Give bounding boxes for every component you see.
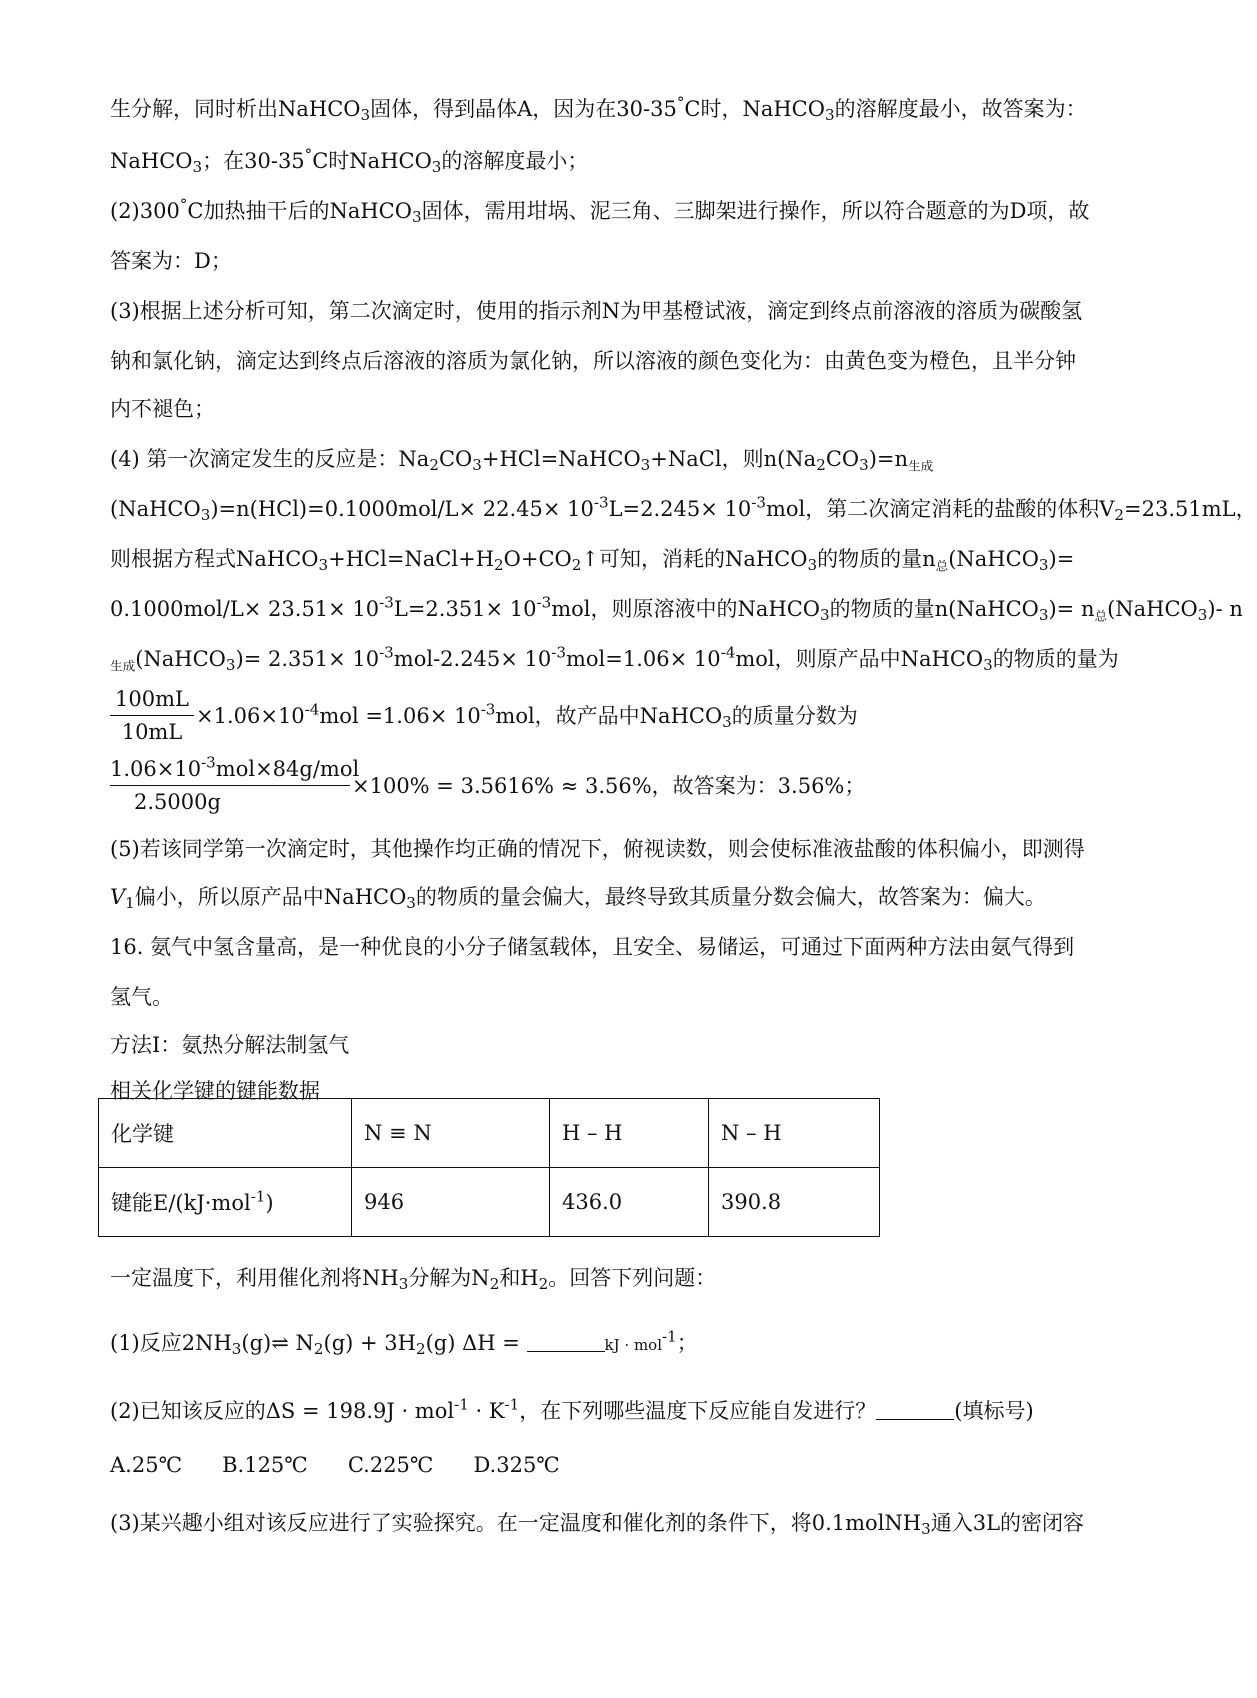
subscript: 3 — [318, 556, 329, 575]
text-span: (4) 第一次滴定发生的反应是：Na — [110, 447, 430, 471]
exponent: -3 — [379, 643, 394, 662]
subscript: 3 — [859, 456, 869, 475]
exponent: -3 — [551, 643, 566, 662]
exponent: -3 — [480, 700, 496, 719]
subscript: 3 — [640, 456, 651, 475]
subscript: 2 — [415, 1340, 426, 1359]
text-line — [110, 1264, 716, 1292]
subscript: 2 — [571, 556, 582, 575]
text-line — [110, 545, 1074, 580]
text-span: CO — [438, 447, 473, 471]
text-line — [110, 197, 1089, 225]
text-span: (g)⇌ N — [241, 1331, 314, 1355]
table-cell: 946 — [352, 1168, 550, 1237]
degree-mark: ° — [179, 195, 188, 214]
degree-mark: ° — [676, 93, 685, 112]
text-span: CO — [825, 447, 860, 471]
subscript: 2 — [1114, 506, 1125, 525]
table-caption: 相关化学键的键能数据 — [110, 1079, 320, 1103]
subscript: 3 — [231, 1340, 242, 1359]
fraction-volume-ratio — [110, 685, 194, 746]
text-span: 的物质的量会偏大，最终导致其质量分数会偏大，故答案为：偏大。 — [415, 885, 1046, 909]
exponent: -3 — [379, 593, 394, 612]
question-2 — [110, 1397, 1034, 1425]
text-span: 生分解，同时析出NaHCO — [110, 97, 361, 121]
subscript: 3 — [983, 656, 993, 675]
fraction-numerator: 100mL — [115, 687, 189, 711]
text-span: +HCl=NaCl+H — [328, 547, 495, 571]
subscript: 3 — [722, 713, 732, 732]
text-span: (NaHCO — [135, 647, 226, 671]
method-heading: 方法I：氨热分解法制氢气 — [110, 1033, 350, 1057]
exponent: -4 — [304, 700, 320, 719]
fraction-mass-fraction — [110, 753, 360, 816]
text-span: NaHCO — [110, 149, 193, 173]
text-line: 内不褪色； — [110, 397, 215, 421]
text-span: O+CO — [503, 547, 572, 571]
table-row — [99, 1168, 880, 1237]
text-span: mol=1.06× 10 — [566, 647, 721, 671]
subscript: 1 — [125, 894, 135, 913]
exponent: -3 — [536, 593, 552, 612]
text-span: )=n(HCl)=0.1000mol/L× 22.45× 10 — [210, 497, 594, 521]
exponent: -1 — [504, 1395, 520, 1414]
table-row-label — [99, 1168, 352, 1237]
text-span: 固体，需用坩埚、泥三角、三脚架进行操作，所以符合题意的为D项，故 — [421, 199, 1090, 223]
text-line — [110, 147, 588, 175]
text-span: 。回答下列问题： — [548, 1266, 717, 1290]
text-span: 的物质的量n — [817, 547, 936, 571]
text-span: 一定温度下，利用催化剂将NH — [110, 1266, 399, 1290]
text-span: 分解为N — [408, 1266, 490, 1290]
table-cell: 390.8 — [709, 1168, 880, 1237]
subscript: 3 — [225, 656, 236, 675]
text-span: )- n — [1207, 597, 1243, 621]
text-span: (g) ΔH = — [425, 1331, 527, 1355]
text-span: +NaCl，则n(Na — [650, 447, 817, 471]
text-span: )= — [1048, 547, 1075, 571]
answer-options: A.25℃ B.125℃ C.225℃ D.325℃ — [110, 1453, 560, 1477]
subscript: 2 — [494, 556, 504, 575]
text-line: 氢气。 — [110, 985, 173, 1009]
text-span: mol，则原产品中NaHCO — [735, 647, 984, 671]
text-span: mol×84g/mol — [215, 757, 360, 781]
text-span: 0.1000mol/L× 23.51× 10 — [110, 597, 380, 621]
text-span: (3)某兴趣小组对该反应进行了实验探究。在一定温度和催化剂的条件下，将0.1molNH — [110, 1511, 922, 1535]
text-span: )= n — [1048, 597, 1095, 621]
text-line — [110, 883, 1046, 911]
text-span: (NaHCO — [1107, 597, 1198, 621]
exponent: -1 — [250, 1187, 266, 1206]
table-header-row — [99, 1099, 880, 1168]
text-line — [110, 95, 1087, 123]
text-span: =23.51mL， — [1124, 497, 1257, 521]
exponent: -3 — [751, 493, 766, 512]
question-1 — [110, 1329, 698, 1359]
subscript: 2 — [816, 456, 826, 475]
text-span: 1.06×10 — [110, 757, 202, 781]
text-span: (g) + 3H — [323, 1331, 416, 1355]
text-span: mol，则原溶液中的NaHCO — [551, 597, 821, 621]
text-span: mol-2.245× 10 — [393, 647, 552, 671]
fraction-bar — [110, 785, 350, 786]
subscript: 3 — [431, 158, 442, 177]
subscript: 2 — [538, 1275, 549, 1294]
text-span: 的溶解度最小，故答案为： — [834, 97, 1087, 121]
text-span: 则根据方程式NaHCO — [110, 547, 319, 571]
text-line: 答案为：D； — [110, 249, 232, 273]
subscript: 2 — [489, 1275, 500, 1294]
subscript: 2 — [429, 456, 439, 475]
text-span: (填标号) — [954, 1399, 1034, 1423]
exponent: -1 — [454, 1395, 469, 1414]
question-16-stem: 16. 氨气中氢含量高，是一种优良的小分子储氢载体，且安全、易储运，可通过下面两种方法由氨气得到 — [110, 935, 1075, 959]
subscript: 3 — [200, 506, 211, 525]
table-cell: 436.0 — [550, 1168, 709, 1237]
fraction-bar — [110, 715, 194, 716]
text-line: ×100% = 3.5616% ≈ 3.56%，故答案为：3.56%； — [352, 774, 866, 798]
text-span: ↑可知，消耗的NaHCO — [581, 547, 808, 571]
table-header-cell: N – H — [709, 1099, 880, 1168]
text-span: 的质量分数为 — [731, 704, 858, 728]
text-span: C加热抽干后的NaHCO — [187, 199, 412, 223]
text-span: )= 2.351× 10 — [235, 647, 380, 671]
text-span: kJ · mol — [604, 1336, 663, 1354]
text-span: 的物质的量为 — [992, 647, 1119, 671]
text-span: 通入3L的密闭容 — [930, 1511, 1085, 1535]
text-line — [110, 595, 1243, 630]
text-span: L=2.351× 10 — [393, 597, 537, 621]
fraction-numerator — [110, 753, 360, 783]
text-span: (2)已知该反应的ΔS = 198.9J · mol — [110, 1399, 455, 1423]
subscript: 3 — [824, 106, 835, 125]
answer-blank[interactable] — [876, 1401, 954, 1420]
text-line: (3)根据上述分析可知，第二次滴定时，使用的指示剂N为甲基橙试液，滴定到终点前溶液的溶质为碳酸氢 — [110, 299, 1083, 323]
text-span: ； — [676, 1331, 698, 1355]
text-span: (NaHCO — [948, 547, 1039, 571]
subscript: 3 — [192, 158, 203, 177]
subscript: 3 — [1038, 556, 1049, 575]
text-span: mol，第二次滴定消耗的盐酸的体积V — [765, 497, 1115, 521]
text-span: 键能E/(kJ·mol — [111, 1191, 251, 1215]
text-span: 和H — [499, 1266, 539, 1290]
text-line — [110, 645, 1119, 680]
text-span: ) — [265, 1191, 274, 1215]
text-span: ；在30-35 — [202, 149, 305, 173]
subscript-note: 生成 — [908, 458, 934, 474]
table-header-cell: 化学键 — [99, 1099, 352, 1168]
text-span: mol =1.06× 10 — [319, 704, 481, 728]
text-line: (5)若该同学第一次滴定时，其他操作均正确的情况下，俯视读数，则会使标准液盐酸的体积偏小，即测得 — [110, 837, 1085, 861]
fraction-denominator: 10mL — [121, 720, 183, 744]
question-3 — [110, 1509, 1084, 1537]
text-span: 的溶解度最小； — [441, 149, 589, 173]
subscript: 3 — [1197, 606, 1208, 625]
text-line — [110, 445, 933, 480]
bond-energy-table — [98, 1098, 880, 1237]
text-span: C时NaHCO — [312, 149, 432, 173]
text-line — [110, 495, 1257, 523]
subscript: 3 — [820, 606, 830, 625]
text-span: (2)300 — [110, 199, 180, 223]
exponent: -3 — [593, 493, 609, 512]
text-span: )=n — [868, 447, 909, 471]
text-span: +HCl=NaHCO — [481, 447, 641, 471]
text-span: C时，NaHCO — [684, 97, 825, 121]
text-span: ，在下列哪些温度下反应能自发进行？ — [519, 1399, 877, 1423]
text-span: ×1.06×10 — [196, 704, 305, 728]
text-span: · K — [468, 1399, 505, 1423]
subscript: 3 — [411, 208, 422, 227]
subscript: 3 — [807, 556, 818, 575]
fraction-denominator: 2.5000g — [134, 790, 221, 814]
text-span: L=2.245× 10 — [608, 497, 752, 521]
text-span: 偏小，所以原产品中NaHCO — [134, 885, 407, 909]
text-span: 的物质的量n(NaHCO — [829, 597, 1039, 621]
subscript: 3 — [472, 456, 482, 475]
subscript: 3 — [406, 894, 416, 913]
degree-mark: ° — [304, 145, 313, 164]
subscript: 3 — [360, 106, 371, 125]
text-span: V — [110, 885, 126, 909]
text-span: 固体，得到晶体A，因为在30-35 — [370, 97, 677, 121]
text-line: 钠和氯化钠，滴定达到终点后溶液的溶质为氯化钠，所以溶液的颜色变化为：由黄色变为橙色，且半分钟 — [110, 349, 1076, 373]
exponent: -4 — [720, 643, 736, 662]
subscript: 3 — [1038, 606, 1049, 625]
subscript: 2 — [313, 1340, 324, 1359]
exponent: -1 — [662, 1327, 677, 1346]
text-span: mol，故产品中NaHCO — [495, 704, 723, 728]
table-header-cell: H – H — [550, 1099, 709, 1168]
subscript: 3 — [921, 1520, 931, 1539]
text-span: (NaHCO — [110, 497, 201, 521]
text-line — [196, 702, 858, 730]
subscript: 3 — [398, 1275, 409, 1294]
text-span: (1)反应2NH — [110, 1331, 232, 1355]
subscript-note: 总 — [935, 558, 949, 574]
exponent: -3 — [201, 753, 216, 772]
table-header-cell: N ≡ N — [352, 1099, 550, 1168]
answer-blank[interactable] — [527, 1333, 605, 1352]
subscript-note: 总 — [1094, 608, 1108, 624]
subscript-note: 生成 — [110, 658, 136, 674]
